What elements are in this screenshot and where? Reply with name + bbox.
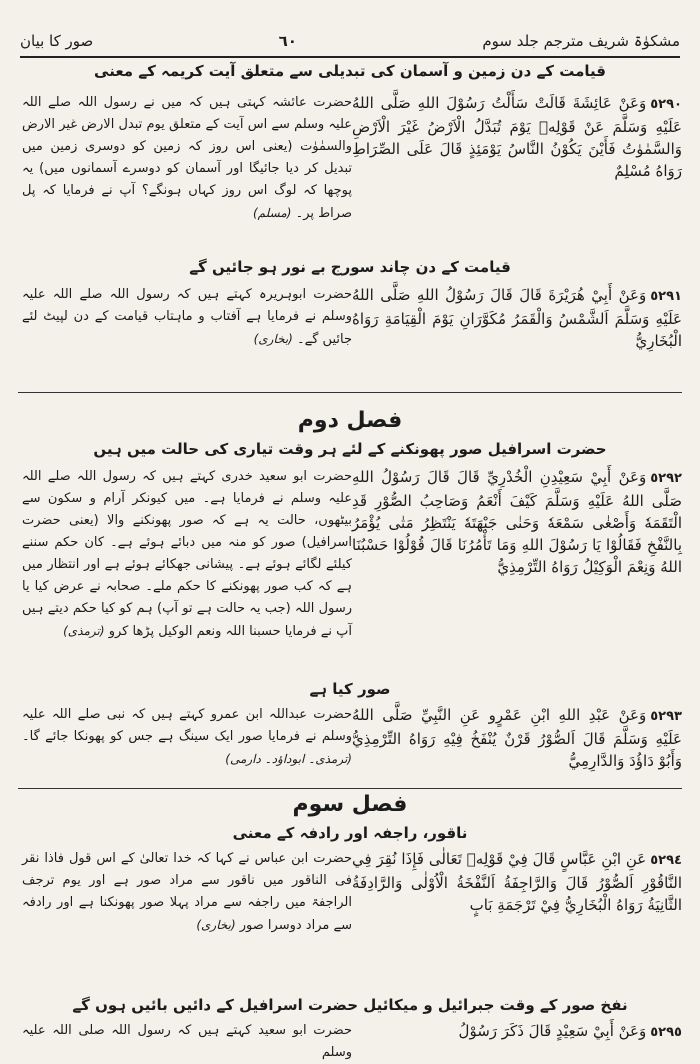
hadith-block — [18, 704, 682, 784]
source: (ترمذی۔ ابوداؤد۔ دارمی) — [225, 752, 352, 766]
section-heading: ناقور، راجفہ اور رادفہ کے معنی — [232, 824, 468, 842]
arabic-text: ٥٢٩١وَعَنْ أَبِيْ هُرَيْرَةَ قَالَ قَالَ رَسُوْلُ اللهِ صَلَّى اللهُ عَلَيْهِ وَسَلَّمَ اَلشَّمْسُ وَالْقَمَرُ مُكَوَّرَانِ يَوْمَ الْقِيَامَةِ رَوَاهُ الْبُخَارِيُّ — [352, 286, 682, 350]
source: (بخاری) — [196, 918, 236, 932]
section-heading: صور کیا ہے — [309, 680, 391, 698]
section-heading: نفخ صور کے وقت جبرائیل و میکائیل حضرت اسرافیل کے دائیں بائیں ہوں گے — [72, 996, 628, 1014]
source: (بخاری) — [253, 332, 293, 346]
urdu-translation: حضرت ابن عباس نے کہا کہ خدا تعالیٰ کے اس قول فاذا نقر فی الناقور میں ناقور سے مراد صور ہے اور یوم ترجف الراجفۃ میں راجفہ سے مراد پہلا صور پھونکنا ہے اور رادفہ سے مراد دوسرا صور (بخاری) — [22, 851, 352, 933]
header-rule — [20, 56, 680, 58]
urdu-translation: حضرت ابوہریرہ کہتے ہیں کہ رسول اللہ صلے اللہ علیہ وسلم نے فرمایا ہے آفتاب و ماہتاب قیامت کے دن لپیٹ لئے جائیں گے۔ (بخاری) — [22, 287, 352, 347]
divider — [18, 788, 682, 789]
hadith-number: ٥٢٩٢ — [650, 471, 682, 486]
page-number: ٦٠ — [278, 32, 297, 50]
hadith-number: ٥٢٩٥ — [650, 1025, 682, 1040]
section-heading: قیامت کے دن چاند سورج بے نور ہو جائیں گے — [189, 258, 511, 276]
chapter-title: صور کا بیان — [20, 32, 94, 50]
book-title: مشکوٰۃ شریف مترجم جلد سوم — [482, 32, 680, 50]
hadith-block — [18, 92, 682, 242]
section-heading: قیامت کے دن زمین و آسمان کی تبدیلی سے متعلق آیت کریمہ کے معنی — [94, 62, 606, 80]
source: (ترمذی) — [63, 624, 105, 638]
arabic-text: ٥٢٩٥وَعَنْ أَبِيْ سَعِيْدٍ قَالَ ذَكَرَ رَسُوْلُ — [458, 1022, 682, 1040]
hadith-number: ٥٢٩٤ — [650, 853, 682, 868]
source: (مسلم) — [253, 206, 292, 220]
hadith-number: ٥٢٩٣ — [650, 709, 682, 724]
page-header — [20, 28, 680, 54]
urdu-translation: حضرت ابو سعید خدری کہتے ہیں کہ رسول اللہ صلے اللہ علیہ وسلم نے فرمایا ہے۔ میں کیونکر آرام و سکون سے بیٹھوں، حالت یہ ہے کہ صور پھونکنے والا (یعنی حضرت اسرافیل) صور کو منہ میں دبائے ہوئے ہے۔ کان حکم سننے کیلئے لگائے ہوئے ہے۔ پیشانی جھکائے ہوئے ہے اور انتظار میں ہے کہ کب صور پھونکنے کا حکم ملے۔ صحابہ نے عرض کیا یا رسول اللہ (جب یہ حالت ہے تو آپ) ہم کو کیا حکم دیتے ہیں آپ نے فرمایا حسبنا اللہ ونعم الوکیل پڑھا کرو (ترمذی) — [22, 469, 352, 639]
urdu-translation: حضرت عبداللہ ابن عمرو کہتے ہیں کہ نبی صلے اللہ علیہ وسلم نے فرمایا صور ایک سینگ ہے جس کو پھونکا جائے گا۔ (ترمذی۔ ابوداؤد۔ دارمی) — [22, 707, 352, 766]
hadith-block — [18, 848, 682, 990]
arabic-text: ٥٢٩٠وَعَنْ عَائِشَةَ قَالَتْ سَأَلْتُ رَسُوْلَ اللهِ صَلَّى اللهُ عَلَيْهِ وَسَلَّمَ عَنْ قَوْلِهٖ يَوْمَ تُبَدَّلُ الْاَرْضُ غَيْرَ الْاَرْضِ وَالسَّمٰوٰتُ فَأَيْنَ يَكُوْنُ النَّاسُ يَوْمَئِذٍ قَالَ عَلَى الصِّرَاطِ رَوَاهُ مُسْلِمٌ — [352, 94, 682, 180]
arabic-text: ٥٢٩٢وَعَنْ أَبِيْ سَعِيْدِنِ الْخُدْرِيِّ قَالَ قَالَ رَسُوْلُ اللهِ صَلَّى اللهُ عَلَيْهِ وَسَلَّمَ كَيْفَ أَنْعَمُ وَصَاحِبُ الصُّوْرِ قَدِ الْتَقَمَهٗ وَأَصْغٰى سَمْعَهٗ وَحَنٰى جَبْهَتَهٗ يَنْتَظِرُ مَتٰى يُؤْمَرُ بِالنَّفْخِ فَقَالُوْا يَا رَسُوْلَ اللهِ وَمَا تَأْمُرُنَا قَالَ قُوْلُوْا حَسْبُنَا اللهُ وَنِعْمَ الْوَكِيْلُ رَوَاهُ التِّرْمِذِيُّ — [352, 468, 682, 576]
arabic-text: ٥٢٩٣وَعَنْ عَبْدِ اللهِ ابْنِ عَمْرٍو عَنِ النَّبِيِّ صَلَّى اللهُ عَلَيْهِ وَسَلَّمَ قَالَ اَلصُّوْرُ قَرْنٌ يُنْفَخُ فِيْهِ رَوَاهُ التِّرْمِذِيُّ وَأَبُوْ دَاؤُدَ وَالدَّارِمِيُّ — [352, 706, 682, 770]
section-heading: حضرت اسرافیل صور پھونکنے کے لئے ہر وقت تیاری کی حالت میں ہیں — [93, 440, 607, 458]
hadith-block — [18, 284, 682, 384]
urdu-translation: حضرت ابو سعید کہتے ہیں کہ رسول اللہ صلی اللہ علیہ وسلم — [22, 1023, 352, 1060]
divider — [18, 392, 682, 393]
part-heading: فصل دوم — [297, 408, 403, 433]
hadith-block — [18, 1020, 682, 1060]
urdu-translation: حضرت عائشہ کہتی ہیں کہ میں نے رسول اللہ صلے اللہ علیہ وسلم سے اس آیت کے متعلق یوم تبدل الارض غیر الارض والسمٰوٰت (یعنی اس روز کہ زمین کو دوسری زمین میں تبدیل کر دیا جائیگا اور آسمان کو دوسرے آسمانوں میں) یہ پوچھا کہ لوگ اس روز کہاں ہونگے؟ آپ نے فرمایا کہ پل صراط پر۔ (مسلم) — [22, 95, 352, 221]
hadith-block — [18, 466, 682, 674]
hadith-number: ٥٢٩٠ — [650, 97, 682, 112]
hadith-number: ٥٢٩١ — [650, 289, 682, 304]
arabic-text: ٥٢٩٤عَنِ ابْنِ عَبَّاسٍ قَالَ فِيْ قَوْلِهٖ تَعَالٰى فَإِذَا نُقِرَ فِي النَّاقُوْرِ اَلصُّوْرُ قَالَ وَالرَّاجِفَةُ اَلنَّفْخَةُ الْاُوْلٰى وَالرَّادِفَةُ الثَّانِيَةُ رَوَاهُ الْبُخَارِيُّ فِيْ تَرْجَمَةِ بَابٍ — [352, 850, 682, 914]
part-heading: فصل سوم — [292, 792, 408, 817]
